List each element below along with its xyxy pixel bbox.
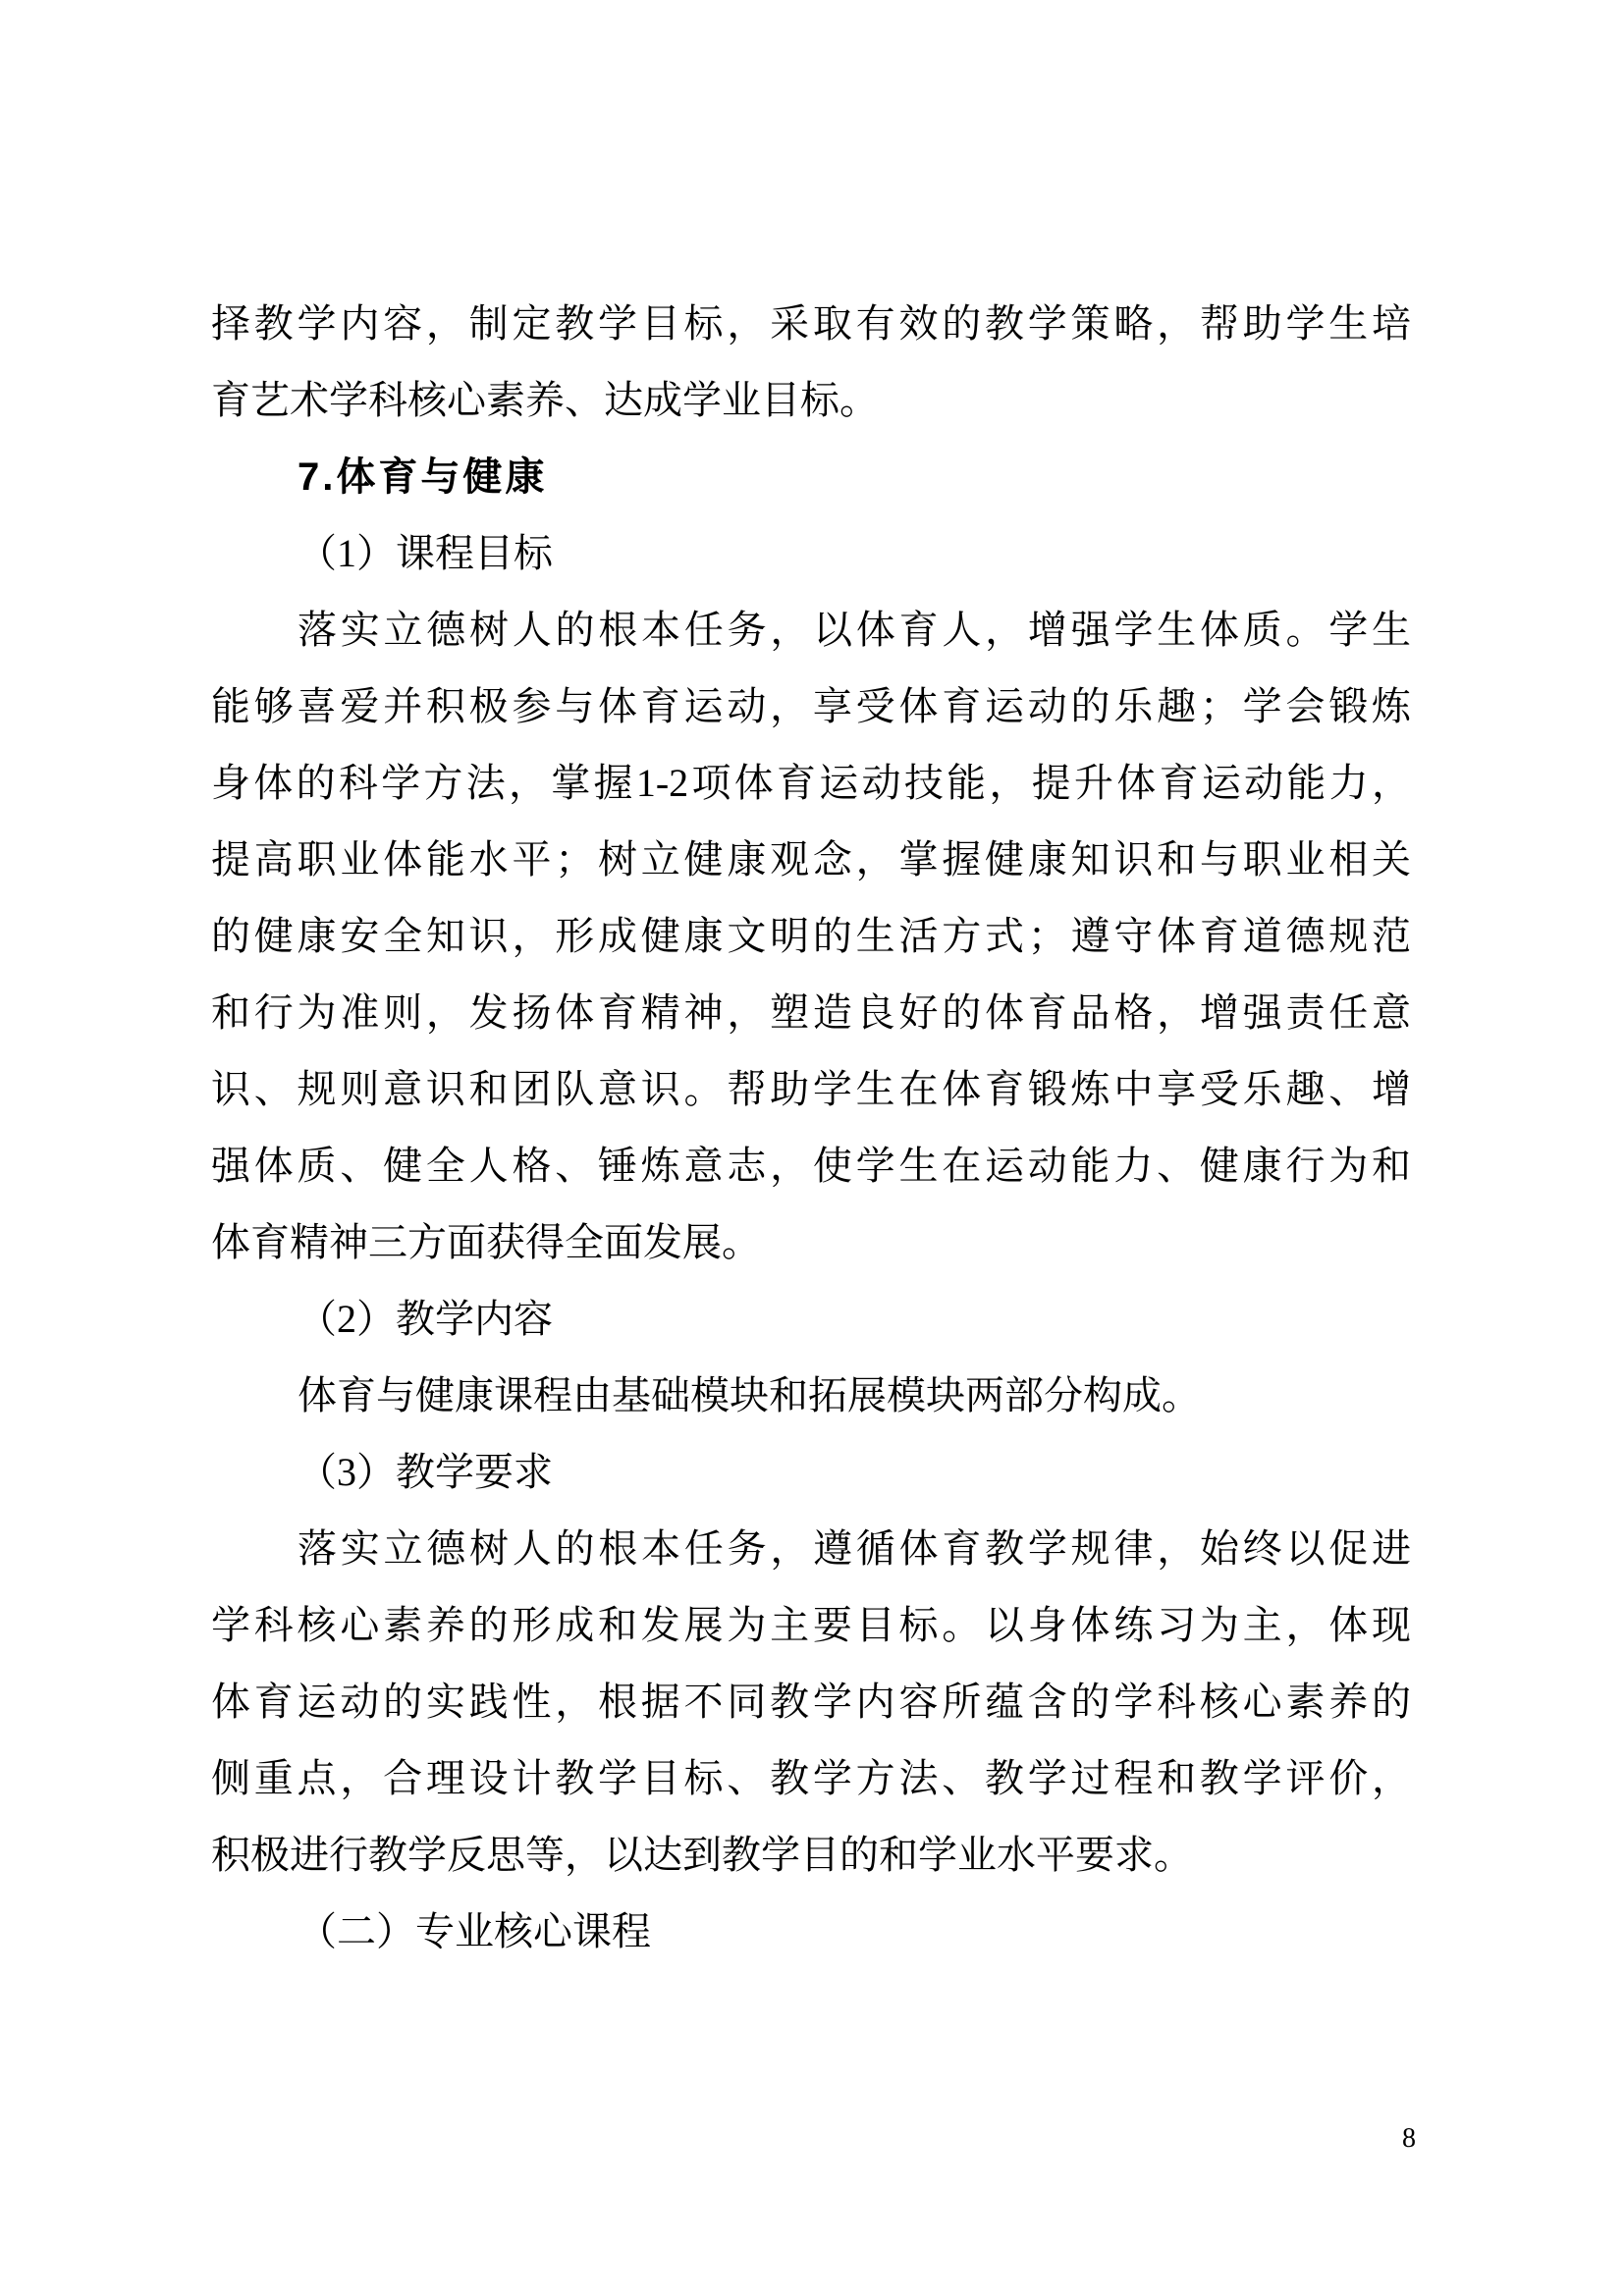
text-line: 识、规则意识和团队意识。帮助学生在体育锻炼中享受乐趣、增 (211, 1067, 1411, 1111)
text-line: 学科核心素养的形成和发展为主要目标。以身体练习为主，体现 (211, 1603, 1411, 1647)
text-line: 体育运动的实践性，根据不同教学内容所蕴含的学科核心素养的 (211, 1680, 1411, 1724)
text-line: 落实立德树人的根本任务，以体育人，增强学生体质。学生 (298, 608, 1411, 652)
text-line: 能够喜爱并积极参与体育运动，享受体育运动的乐趣；学会锻炼 (211, 684, 1411, 728)
text-line: 侧重点，合理设计教学目标、教学方法、教学过程和教学评价， (211, 1756, 1411, 1800)
text-line: 择教学内容，制定教学目标，采取有效的教学策略，帮助学生培 (211, 301, 1411, 346)
sub-heading: （2）教学内容 (298, 1297, 553, 1341)
text-line: 体育精神三方面获得全面发展。 (211, 1220, 761, 1264)
page-number: 8 (1402, 2123, 1416, 2154)
text-line: 提高职业体能水平；树立健康观念，掌握健康知识和与职业相关 (211, 837, 1411, 881)
sub-heading: （二）专业核心课程 (298, 1909, 651, 1953)
text-line: 体育与健康课程由基础模块和拓展模块两部分构成。 (298, 1373, 1201, 1417)
text-line: 育艺术学科核心素养、达成学业目标。 (211, 378, 879, 422)
sub-heading: （3）教学要求 (298, 1450, 553, 1494)
text-line: 积极进行教学反思等，以达到教学目的和学业水平要求。 (211, 1833, 1193, 1877)
text-line: 和行为准则，发扬体育精神，塑造良好的体育品格，增强责任意 (211, 990, 1411, 1035)
text-line: 的健康安全知识，形成健康文明的生活方式；遵守体育道德规范 (211, 914, 1411, 958)
text-line: 落实立德树人的根本任务，遵循体育教学规律，始终以促进 (298, 1526, 1411, 1571)
text-block (211, 286, 1411, 1970)
section-heading: 7.体育与健康 (298, 455, 548, 499)
sub-heading: （1）课程目标 (298, 531, 553, 575)
text-line: 强体质、健全人格、锤炼意志，使学生在运动能力、健康行为和 (211, 1144, 1411, 1188)
text-line: 身体的科学方法，掌握1-2项体育运动技能，提升体育运动能力， (211, 761, 1411, 805)
